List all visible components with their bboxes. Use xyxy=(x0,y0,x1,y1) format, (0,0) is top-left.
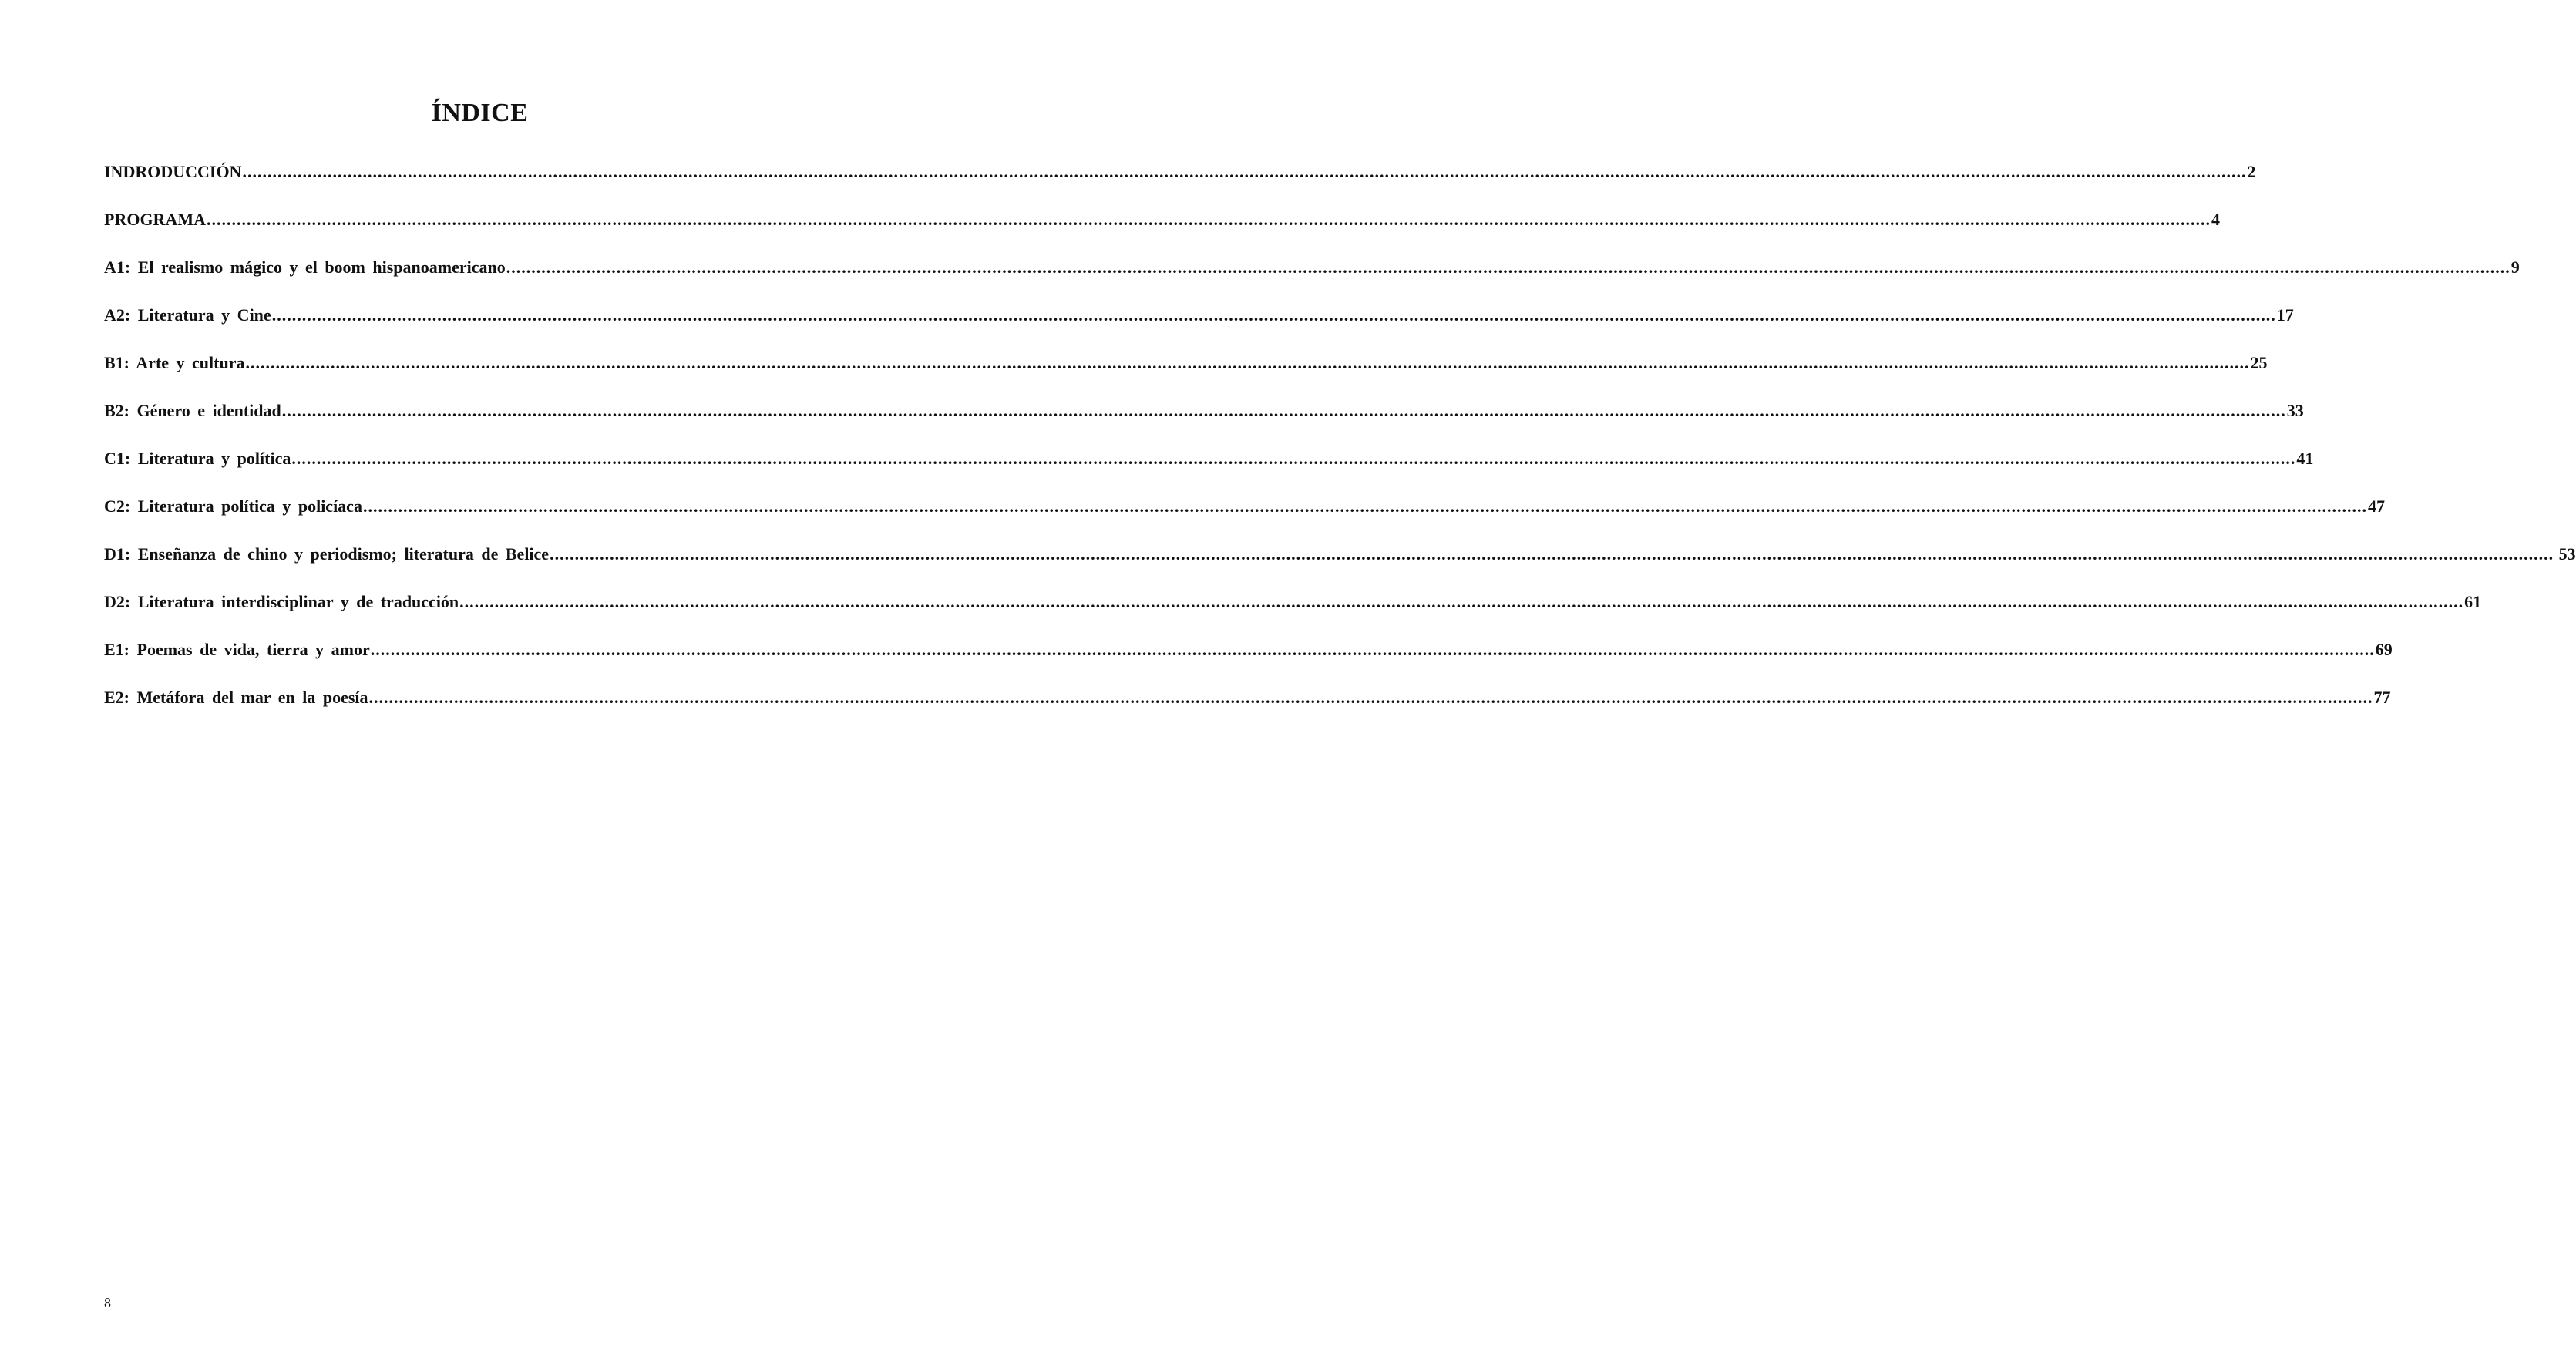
toc-entry xyxy=(104,592,2482,640)
toc-entry-label: E2: Metáfora del mar en la poesía xyxy=(104,688,368,707)
toc-entry-label: INDRODUCCIÓN xyxy=(104,162,242,181)
page-number: 8 xyxy=(104,1295,111,1311)
toc-entry-page: 47 xyxy=(2367,496,2385,516)
toc-leader-dots: ................................................................................................................................................................................................................................................................................................................................................................................................................ xyxy=(245,353,2250,372)
toc-entry-page: 69 xyxy=(2375,640,2393,659)
toc-leader-dots: ................................................................................................................................................................................................................................................................................................................................................................................................................ xyxy=(506,257,2510,277)
toc-entry-page: 25 xyxy=(2250,353,2268,372)
toc-entry-label: C2: Literatura política y policíaca xyxy=(104,496,362,516)
toc-entry-page: 17 xyxy=(2276,305,2294,325)
toc-leader-dots: ................................................................................................................................................................................................................................................................................................................................................................................................................ xyxy=(368,688,2373,707)
toc-entry xyxy=(104,353,2268,401)
page-title: ÍNDICE xyxy=(431,99,529,127)
toc-entry-page: 77 xyxy=(2373,688,2391,707)
toc-entry xyxy=(104,449,2314,496)
toc-entry xyxy=(104,544,2576,592)
toc-entry-page: 2 xyxy=(2247,162,2256,181)
toc-entry xyxy=(104,257,2520,305)
toc-entry xyxy=(104,640,2393,688)
toc-entry-label: PROGRAMA xyxy=(104,210,206,229)
toc-leader-dots: ................................................................................................................................................................................................................................................................................................................................................................................................................ xyxy=(550,544,2554,564)
toc-entry-label: A1: El realismo mágico y el boom hispanoamericano xyxy=(104,257,506,277)
toc-entry-page: 41 xyxy=(2296,449,2314,468)
toc-leader-dots: ................................................................................................................................................................................................................................................................................................................................................................................................................ xyxy=(281,401,2286,420)
toc-entry-label: A2: Literatura y Cine xyxy=(104,305,271,325)
toc-leader-dots: ................................................................................................................................................................................................................................................................................................................................................................................................................ xyxy=(242,162,2247,181)
toc-entry-page: 9 xyxy=(2510,257,2520,277)
toc-leader-dots: ................................................................................................................................................................................................................................................................................................................................................................................................................ xyxy=(271,305,2276,325)
toc-leader-dots: ................................................................................................................................................................................................................................................................................................................................................................................................................ xyxy=(206,210,2211,229)
toc-entry xyxy=(104,688,2391,735)
toc-entry-label: D2: Literatura interdisciplinar y de traducción xyxy=(104,592,459,611)
toc-leader-dots: ................................................................................................................................................................................................................................................................................................................................................................................................................ xyxy=(370,640,2375,659)
toc-entry-page: 61 xyxy=(2464,592,2482,611)
toc-entry-label: E1: Poemas de vida, tierra y amor xyxy=(104,640,370,659)
toc-entry xyxy=(104,401,2304,449)
toc-entry xyxy=(104,305,2294,353)
toc-entry-label: C1: Literatura y política xyxy=(104,449,291,468)
toc-entry-page: 33 xyxy=(2286,401,2304,420)
toc-entry-label: D1: Enseñanza de chino y periodismo; literatura de Belice xyxy=(104,544,550,564)
toc-entry-label: B2: Género e identidad xyxy=(104,401,281,420)
toc-entry xyxy=(104,210,2220,257)
toc-entry xyxy=(104,496,2385,544)
toc-entry-page: 53 xyxy=(2554,544,2576,564)
toc-entry-label: B1: Arte y cultura xyxy=(104,353,245,372)
toc-leader-dots: ................................................................................................................................................................................................................................................................................................................................................................................................................ xyxy=(362,496,2367,516)
toc-entry-page: 4 xyxy=(2211,210,2220,229)
table-of-contents xyxy=(104,162,2576,735)
toc-leader-dots: ................................................................................................................................................................................................................................................................................................................................................................................................................ xyxy=(459,592,2464,611)
toc-leader-dots: ................................................................................................................................................................................................................................................................................................................................................................................................................ xyxy=(291,449,2296,468)
toc-entry xyxy=(104,162,2256,210)
